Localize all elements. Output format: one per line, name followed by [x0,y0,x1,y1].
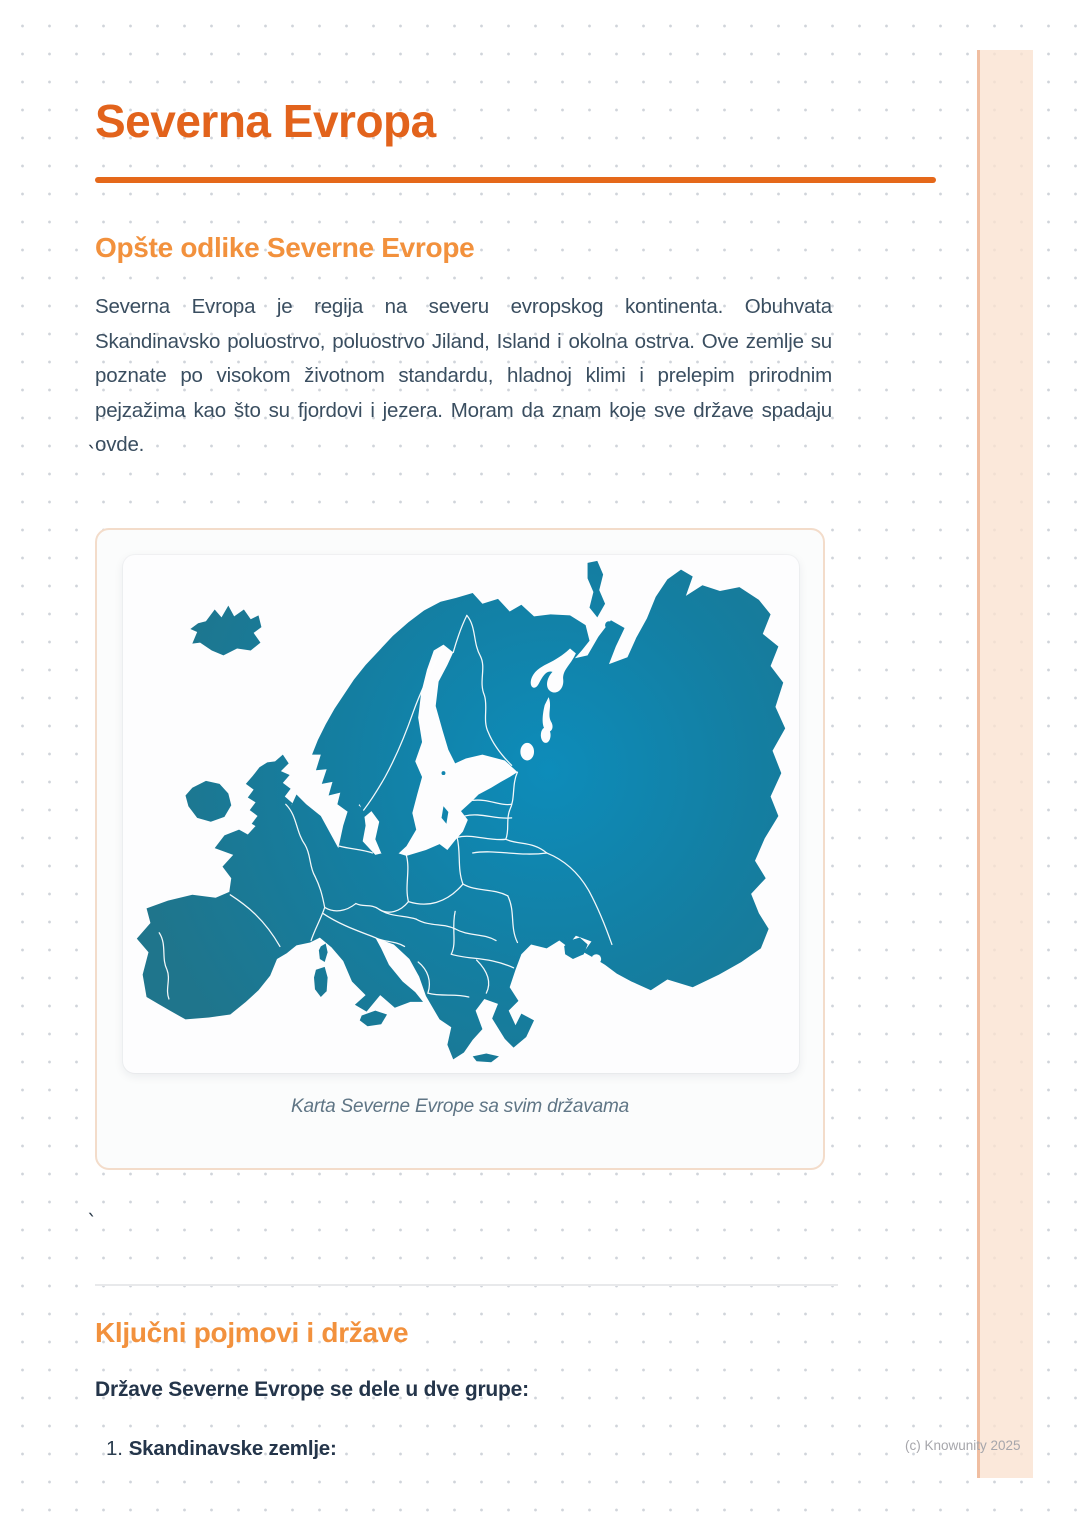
landmass-group [137,561,785,1062]
section-heading-intro: Opšte odlike Severne Evrope [95,232,475,263]
list-item-label: Skandinavske zemlje: [128,1437,337,1460]
map-image-frame [123,555,799,1073]
intro-paragraph: Severna Evropa je regija na severu evropskog kontinenta. Obuhvata Skandinavsko poluostrvo, poluostrvo Jiland, Island i okolna ostrva. Ove zemlje su poznate po visokom životnom standardu, hladnoj klimi i prelepim prirodnim pejzažima kao što su fjordovi i jezera. Moram da znam koje sve države spadaju ovde. [95,295,832,457]
ordered-list-item [106,1437,806,1461]
europe-map-image [130,555,792,1073]
stray-backtick-mark: ` [86,442,99,466]
figure-caption: Karta Severne Evrope sa svim državama [291,1096,629,1117]
map-figure-card [95,528,825,1170]
title-underline-rule [95,177,936,183]
copyright-footer: (c) Knowunity 2025 [905,1438,1021,1453]
decorative-right-stripe [977,50,1033,1478]
stray-backtick-mark: ` [86,1210,99,1234]
page-title: Severna Evropa [95,95,436,147]
section-heading-key-terms: Ključni pojmovi i države [95,1317,409,1348]
key-terms-lead-text: Države Severne Evrope se dele u dve grupe: [95,1378,529,1401]
list-item-number: 1. [106,1437,123,1460]
section-divider [95,1284,838,1286]
